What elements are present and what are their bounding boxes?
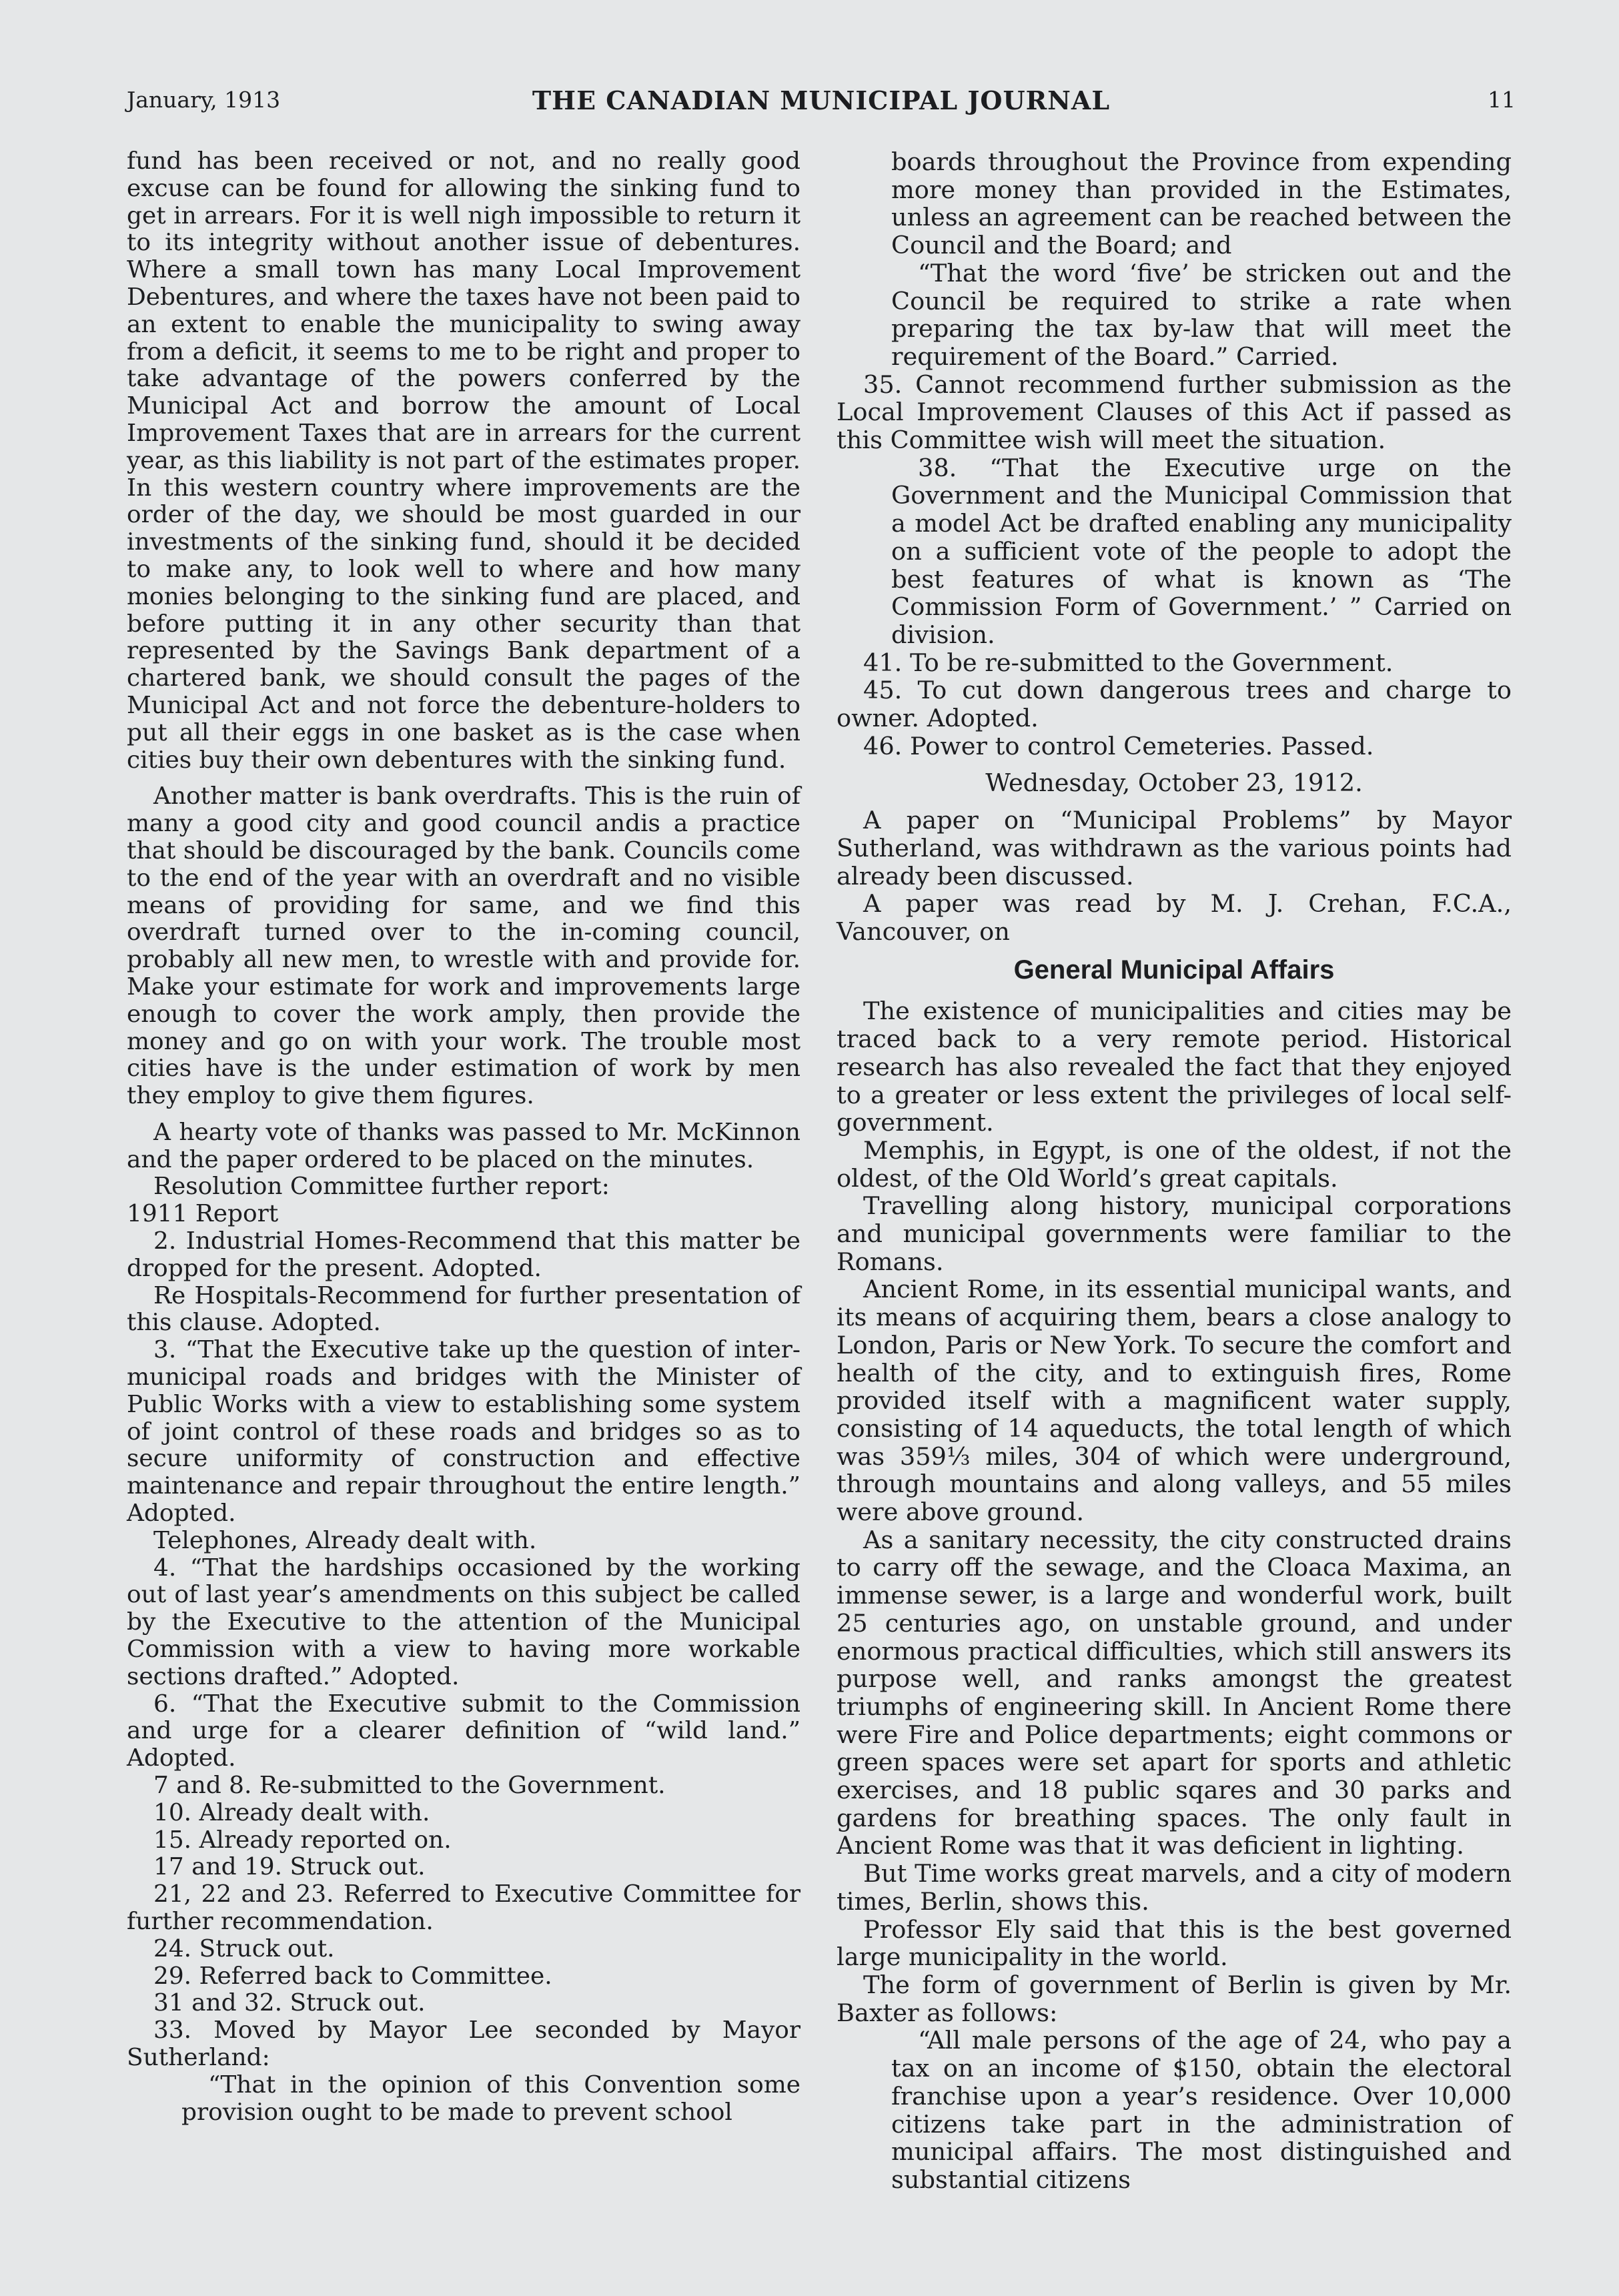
resolution-item: 7 and 8. Re-submitted to the Government.: [153, 1772, 666, 1800]
resolution-item: Telephones, Already dealt with.: [153, 1526, 537, 1554]
resolution-item: 21, 22 and 23. Referred to Executive Committee for further recommendation.: [127, 1880, 800, 1935]
paragraph: fund has been received or not, and no really good excuse can be found for allowing the sinking fund to get in arrears. For it is well nigh impossible to return it to its integrity without another issue of debentures. Where a small town has many Local Improvement Debentures, and where the taxes have not been paid to an extent to enable the municipality to swing away from a deficit, it seems to me to be right and proper to take advantage of the powers conferred by the Municipal Act and borrow the amount of Local Improvement Taxes that are in arrears for the current year, as this liability is not part of the estimates proper. In this western country where improvements are the order of the day, we should be most guarded in our investments of the sinking fund, should it be decided to make any, to look well to where and how many monies belonging to the sinking fund are placed, and before putting it in any other security than that represented by the Savings Bank department of a chartered bank, we should consult the pages of the Municipal Act and not force the debenture-holders to put all their eggs in one basket as is the case when cities buy their own debentures with the sinking fund.: [127, 147, 800, 774]
resolution-item: 33. Moved by Mayor Lee seconded by Mayor Sutherland:: [127, 2017, 800, 2071]
quoted-passage: “All male persons of the age of 24, who pay a tax on an income of $150, obtain the electoral franchise upon a year’s residence. Over 10,000 citizens take part in the administration of municipal affairs. The most distinguished and substantial citizens: [891, 2026, 1512, 2194]
resolution-item: 17 and 19. Struck out.: [153, 1853, 426, 1881]
resolution-item: 24. Struck out.: [153, 1934, 335, 1962]
paragraph: A paper was read by M. J. Crehan, F.C.A., Vancouver, on: [837, 889, 1512, 946]
paragraph: But Time works great marvels, and a city of modern times, Berlin, shows this.: [837, 1859, 1512, 1916]
paragraph: Another matter is bank overdrafts. This is the ruin of many a good city and good council andis a practice that should be discouraged by the bank. Councils come to the end of the year with an overdraft and no visible means of providing for same, and we find this overdraft turned over to the in-coming council, probably all new men, to wrestle with and provide for. Make your estimate for work and improvements large enough to cover the work amply, then provide the money and go on with your work. The trouble most cities have is the under estimation of work by men they employ to give them figures.: [127, 782, 800, 1110]
page-header: [127, 83, 1516, 123]
resolution-item: 41. To be re-submitted to the Government.: [863, 648, 1394, 677]
resolution-item: 3. “That the Executive take up the question of inter-municipal roads and bridges with the Minister of Public Works with a view to establishing some system of joint control of these roads and bridges so as to secure uniformity of construction and effective maintenance and repair throughout the entire length.” Adopted.: [127, 1336, 800, 1528]
section-heading: General Municipal Affairs: [1013, 955, 1335, 985]
paragraph: Memphis, in Egypt, is one of the oldest, if not the oldest, of the Old World’s great capitals.: [837, 1135, 1512, 1193]
paragraph: Ancient Rome, in its essential municipal wants, and its means of acquiring them, bears a close analogy to London, Paris or New York. To secure the comfort and health of the city, and to extinguish fires, Rome provided itself with a magnificent water supply, consisting of 14 aqueducts, the total length of which was 359⅓ miles, 304 of which were underground, through mountains and along valleys, and 55 miles were above ground.: [837, 1275, 1512, 1527]
journal-title: THE CANADIAN MUNICIPAL JOURNAL: [532, 85, 1111, 115]
session-date: Wednesday, October 23, 1912.: [985, 768, 1363, 798]
resolution-item: 35. Cannot recommend further submission as the Local Improvement Clauses of this Act if passed as this Committee wish will meet the situation.: [837, 370, 1512, 455]
issue-date: January, 1913: [127, 87, 281, 113]
resolution-item: Re Hospitals-Recommend for further presentation of this clause. Adopted.: [127, 1281, 800, 1337]
paragraph: A hearty vote of thanks was passed to Mr. McKinnon and the paper ordered to be placed on the minutes.: [127, 1118, 800, 1173]
resolution-item: 45. To cut down dangerous trees and charge to owner. Adopted.: [837, 676, 1512, 733]
resolution-item: 31 and 32. Struck out.: [153, 1989, 426, 2017]
resolution-item: 29. Referred back to Committee.: [153, 1962, 552, 1990]
resolution-item: 10. Already dealt with.: [153, 1798, 430, 1826]
resolution-item: 15. Already reported on.: [153, 1826, 452, 1854]
paragraph: The form of government of Berlin is given by Mr. Baxter as follows:: [837, 1970, 1512, 2027]
resolution-item: 6. “That the Executive submit to the Commission and urge for a clearer definition of “wild land.” Adopted.: [127, 1690, 800, 1772]
resolution-item: 4. “That the hardships occasioned by the working out of last year’s amendments on this subject be called by the Executive to the attention of the Municipal Commission with a view to having more workable sections drafted.” Adopted.: [127, 1554, 800, 1690]
quoted-resolution: boards throughout the Province from expending more money than provided in the Estimates, unless an agreement can be reached between the Council and the Board; and: [891, 147, 1512, 260]
paragraph: The existence of municipalities and cities may be traced back to a very remote period. Historical research has also revealed the fact that they enjoyed to a greater or less extent the privileges of local self-government.: [837, 997, 1512, 1137]
page-number: 11: [1488, 87, 1516, 113]
paragraph: As a sanitary necessity, the city constructed drains to carry off the sewage, and the Cloaca Maxima, an immense sewer, is a large and wonderful work, built 25 centuries ago, on unstable ground, and under enormous practical difficulties, which still answers its purpose well, and ranks amongst the greatest triumphs of engineering skill. In Ancient Rome there were Fire and Police departments; eight commons or green spaces were set apart for sports and athletic exercises, and 18 public sqares and 30 parks and gardens for breathing spaces. The only fault in Ancient Rome was that it was deficient in lighting.: [837, 1525, 1512, 1860]
quoted-resolution: 38. “That the Executive urge on the Government and the Municipal Commission that a model Act be drafted enabling any municipality on a sufficient vote of the people to adopt the best features of what is known as ‘The Commission Form of Government.’ ” Carried on division.: [891, 453, 1512, 649]
paragraph: Resolution Committee further report:: [153, 1173, 610, 1201]
resolution-item: 2. Industrial Homes-Recommend that this matter be dropped for the present. Adopted.: [127, 1227, 800, 1282]
paragraph: Professor Ely said that this is the best governed large municipality in the world.: [837, 1914, 1512, 1972]
resolution-item: 46. Power to control Cemeteries. Passed.: [863, 731, 1374, 760]
quoted-resolution: “That in the opinion of this Convention some provision ought to be made to prevent school: [181, 2071, 800, 2126]
paragraph: 1911 Report: [127, 1200, 279, 1228]
paragraph: A paper on “Municipal Problems” by Mayor Sutherland, was withdrawn as the various points had already been discussed.: [837, 806, 1512, 891]
quoted-resolution: “That the word ‘five’ be stricken out and the Council be required to strike a rate when preparing the tax by-law that will meet the requirement of the Board.” Carried.: [891, 258, 1512, 371]
right-column: [837, 148, 1512, 2194]
left-column: [127, 148, 800, 2126]
paragraph: Travelling along history, municipal corporations and municipal governments were familiar to the Romans.: [837, 1191, 1512, 1276]
